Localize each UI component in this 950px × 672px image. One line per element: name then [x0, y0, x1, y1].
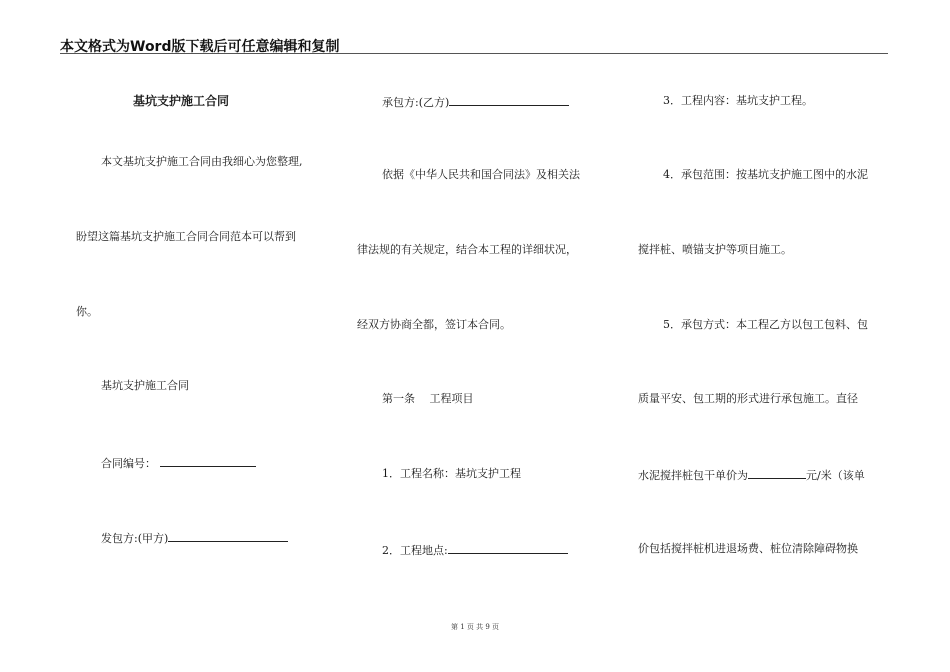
scope-item-line-1: 4．承包范围：按基坑支护施工图中的水泥 — [663, 168, 868, 181]
project-name-item: 1．工程名称：基坑支护工程 — [382, 467, 521, 480]
header-divider — [60, 53, 888, 54]
unit-price-row — [638, 467, 865, 483]
contract-mode-line-4: 价包括搅拌桩机进退场费、桩位清除障碍物换 — [638, 542, 858, 555]
party-b-row — [382, 94, 569, 110]
intro-line-1: 本文基坑支护施工合同由我细心为您整理, — [101, 155, 303, 168]
party-a-blank — [168, 530, 288, 542]
basis-line-2: 律法规的有关规定，结合本工程的详细状况， — [357, 243, 577, 256]
contract-number-blank — [160, 455, 256, 467]
intro-line-3: 你。 — [76, 305, 98, 318]
unit-price-suffix: 元/米（该单 — [806, 469, 865, 482]
party-b-label: 承包方:(乙方) — [382, 96, 450, 109]
project-location-blank — [448, 542, 568, 554]
project-location-label: 2．工程地点: — [382, 544, 448, 557]
contract-mode-line-2: 质量平安、包工期的形式进行承包施工。直径 — [638, 392, 858, 405]
document-header: 本文格式为Word版下载后可任意编辑和复制 — [60, 39, 340, 55]
project-location-row — [382, 542, 568, 558]
unit-price-prefix: 水泥搅拌桩包干单价为 — [638, 469, 748, 482]
scope-item-line-2: 搅拌桩、喷锚支护等项目施工。 — [638, 243, 792, 256]
basis-line-1: 依据《中华人民共和国合同法》及相关法 — [382, 168, 580, 181]
document-title: 基坑支护施工合同 — [133, 94, 230, 108]
party-a-row — [101, 530, 288, 546]
party-a-label: 发包方:(甲方) — [101, 532, 169, 545]
project-content-item: 3．工程内容：基坑支护工程。 — [663, 94, 813, 107]
contract-number-row — [101, 455, 256, 471]
intro-line-2: 盼望这篇基坑支护施工合同合同范本可以帮到 — [76, 230, 296, 243]
basis-line-3: 经双方协商全都，签订本合同。 — [357, 318, 511, 331]
contract-number-label: 合同编号： — [101, 457, 156, 470]
contract-mode-line-1: 5．承包方式：本工程乙方以包工包料、包 — [663, 318, 868, 331]
party-b-blank — [449, 94, 569, 106]
contract-heading: 基坑支护施工合同 — [101, 379, 189, 392]
page-number: 第 1 页 共 9 页 — [450, 623, 500, 631]
article-1-heading: 第一条 工程项目 — [382, 392, 474, 405]
unit-price-blank — [748, 467, 806, 479]
